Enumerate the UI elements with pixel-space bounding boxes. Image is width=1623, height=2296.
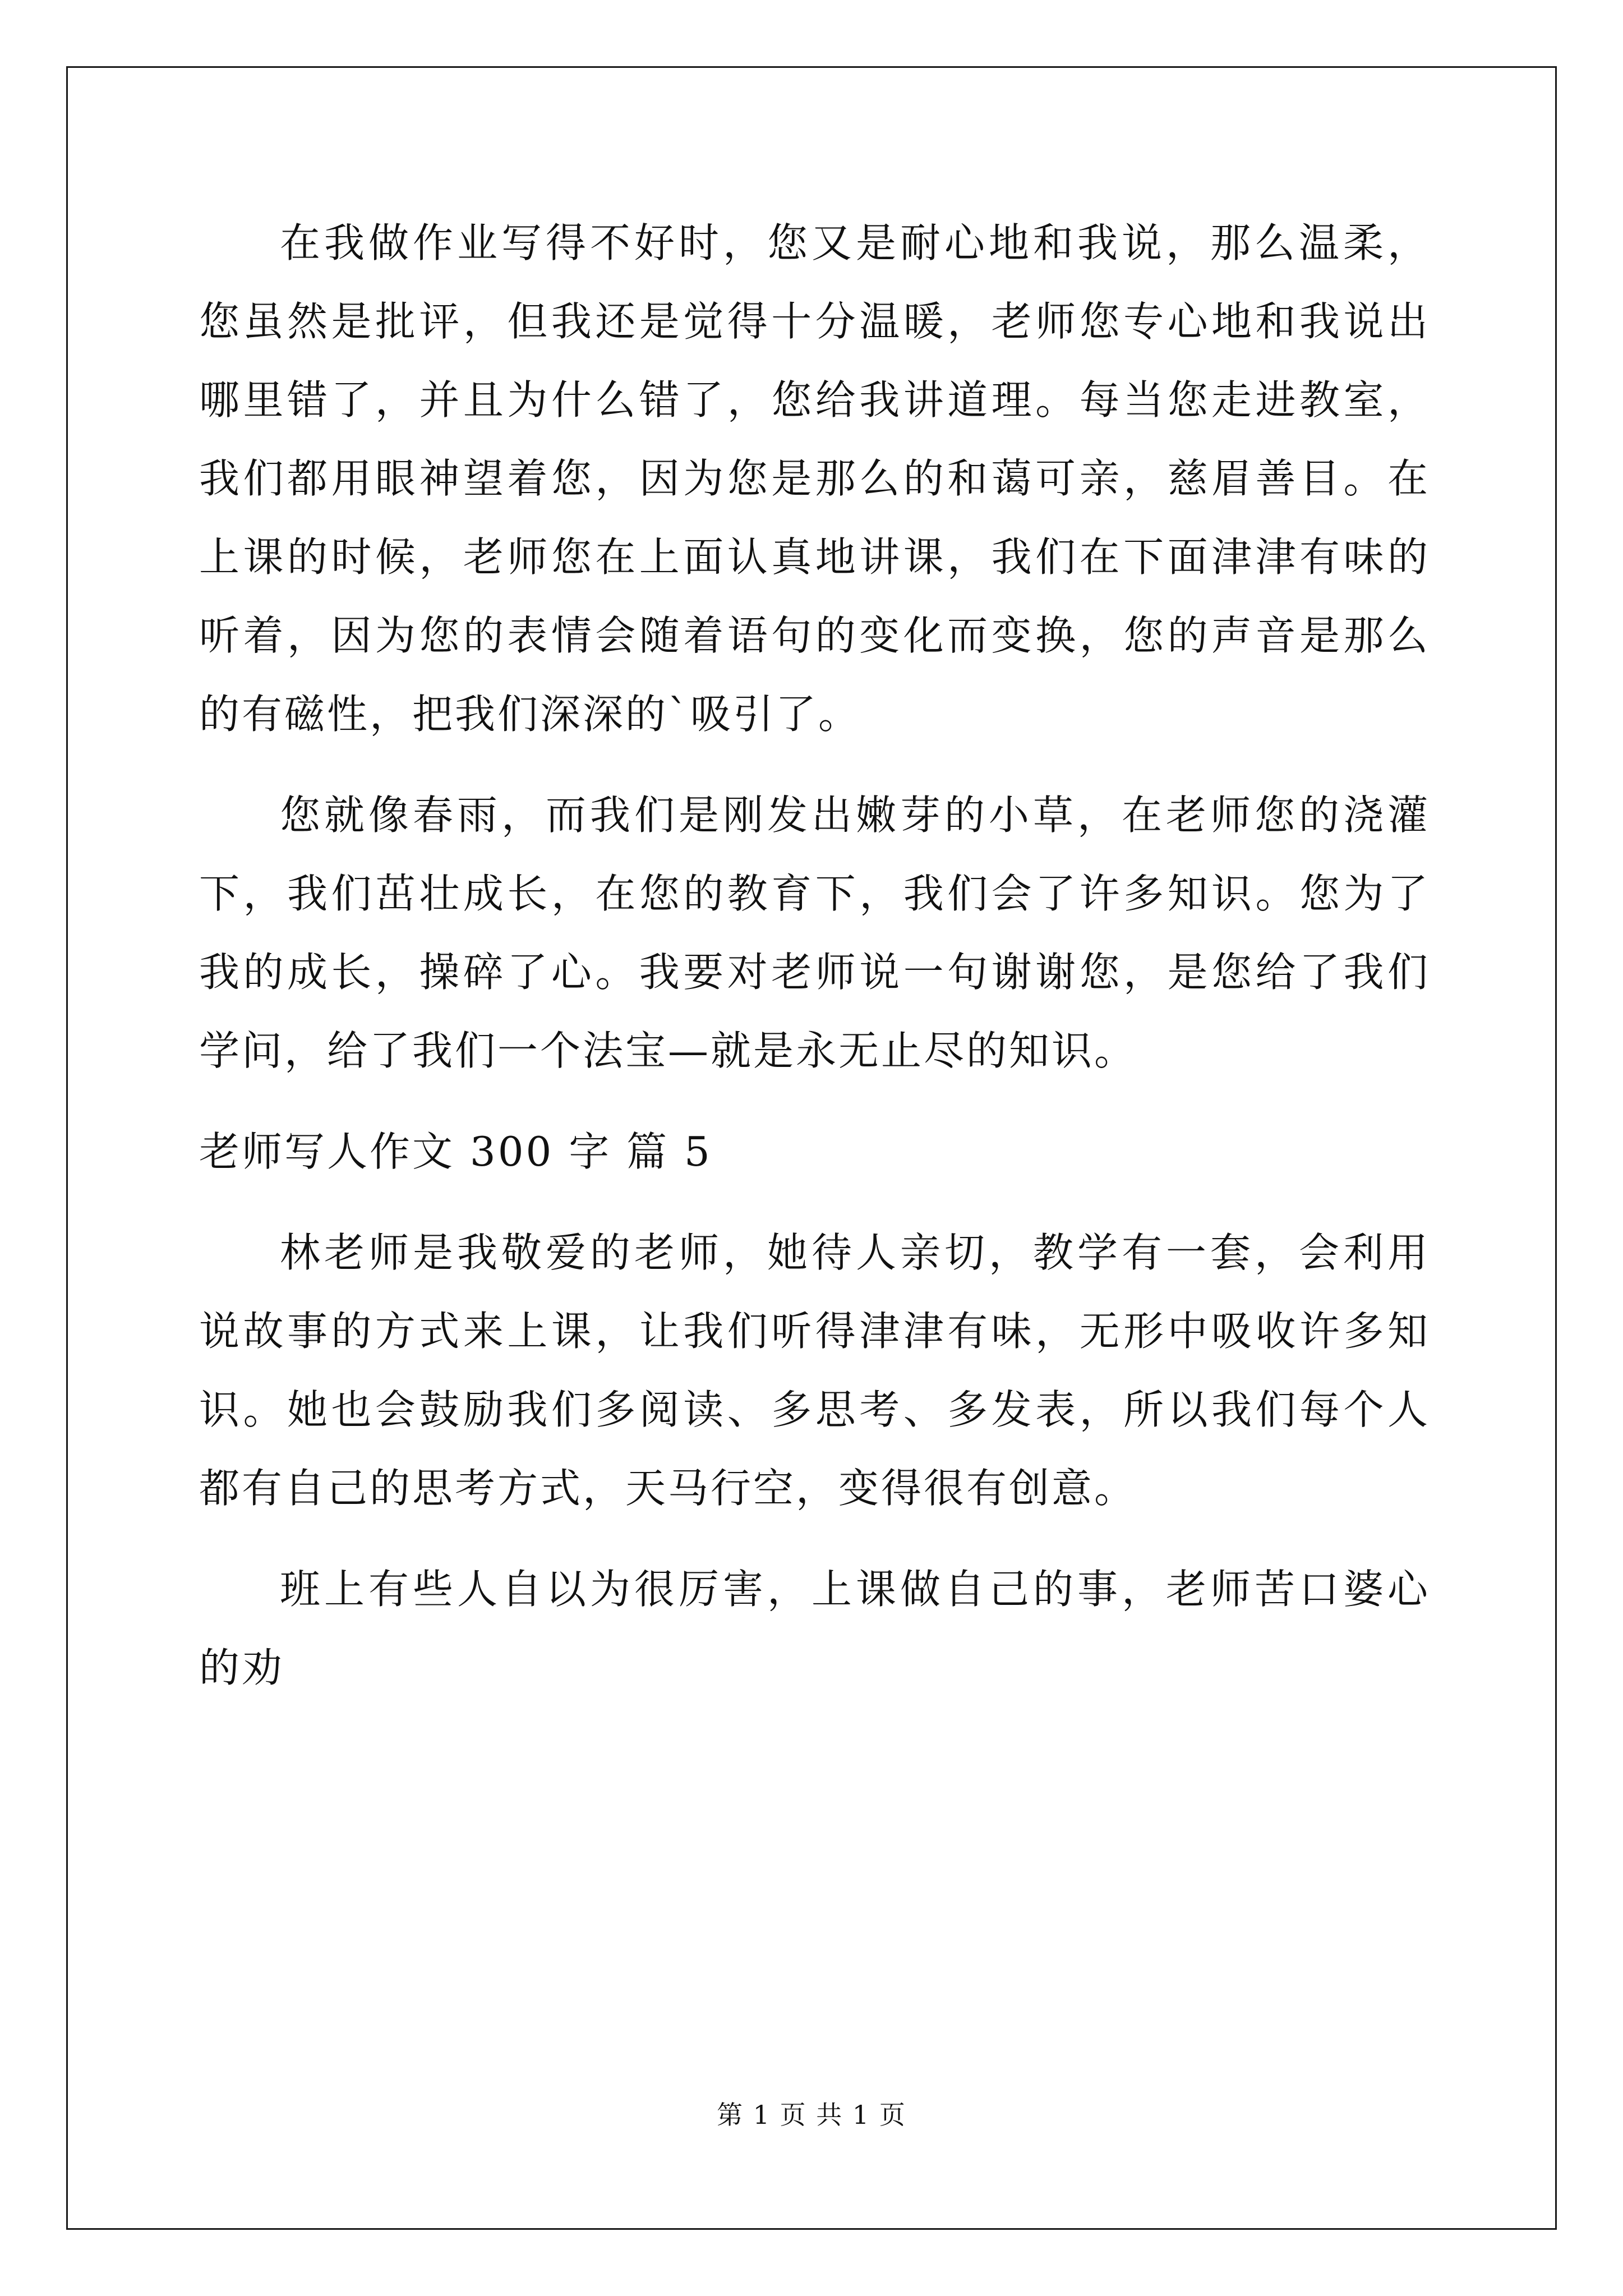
document-body [199,204,1430,1707]
paragraph-1: 在我做作业写得不好时，您又是耐心地和我说，那么温柔，您虽然是批评，但我还是觉得十分温暖，老师您专心地和我说出哪里错了，并且为什么错了，您给我讲道理。每当您走进教室，我们都用眼神望着您，因为您是那么的和蔼可亲，慈眉善目。在上课的时候，老师您在上面认真地讲课，我们在下面津津有味的听着，因为您的表情会随着语句的变化而变换，您的声音是那么的有磁性，把我们深深的`吸引了。 [199,219,1430,738]
paragraph-3: 林老师是我敬爱的老师，她待人亲切，教学有一套，会利用说故事的方式来上课，让我们听得津津有味，无形中吸收许多知识。她也会鼓励我们多阅读、多思考、多发表，所以我们每个人都有自己的思考方式，天马行空，变得很有创意。 [199,1229,1430,1512]
section-heading: 老师写人作文 300 字 篇 5 [199,1128,712,1175]
paragraph-2: 您就像春雨，而我们是刚发出嫩芽的小草，在老师您的浇灌下，我们茁壮成长，在您的教育下，我们会了许多知识。您为了我的成长，操碎了心。我要对老师说一句谢谢您，是您给了我们学问，给了我们一个法宝—就是永无止尽的知识。 [199,792,1430,1074]
paragraph-4: 班上有些人自以为很厉害，上课做自己的事，老师苦口婆心的劝 [199,1566,1430,1691]
page-number-footer: 第 1 页 共 1 页 [717,2100,906,2130]
